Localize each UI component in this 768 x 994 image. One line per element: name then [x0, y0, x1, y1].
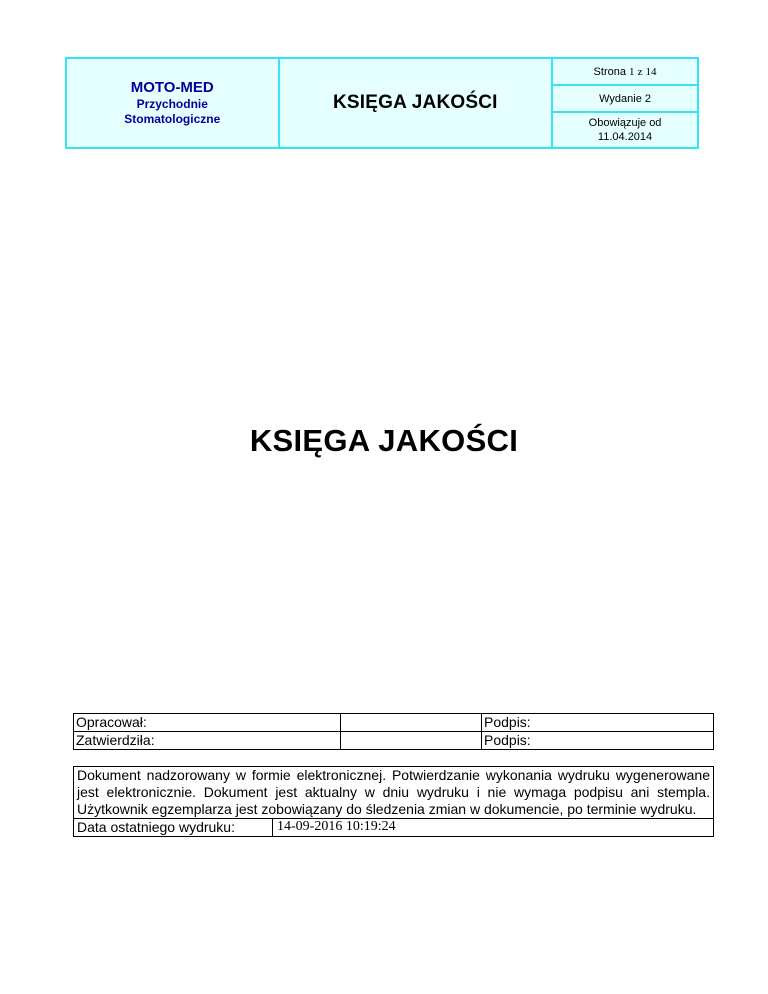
prepared-signature-label: Podpis: [482, 714, 714, 732]
signature-table [73, 713, 714, 750]
last-print-date: 14-09-2016 10:19:24 [277, 819, 396, 834]
header-title-cell [279, 58, 553, 148]
approved-signature-label: Podpis: [482, 732, 714, 750]
edition: Wydanie 2 [599, 92, 651, 105]
effective-date: 11.04.2014 [597, 131, 653, 143]
document-notice-box [73, 766, 714, 837]
company-subtitle-line2: Stomatologiczne [124, 112, 221, 126]
document-notice-text: Dokument nadzorowany w formie elektronicznej. Potwierdzanie wykonania wydruku wygenerowane jest elektronicznie. Dokument jest aktualny w dniu wydruku i nie wymaga podpisu ani stempla. Użytkownik egzemplarza jest zobowiązany do śledzenia zmian w dokumencie, po terminie wydruku. [77, 767, 710, 817]
company-cell [66, 58, 279, 148]
last-print-label: Data ostatniego wydruku: [74, 819, 273, 836]
prepared-by-label: Opracował: [74, 714, 341, 732]
signature-row-prepared [74, 714, 714, 732]
page-current: 1 [629, 65, 635, 78]
header-title: KSIĘGA JAKOŚCI [332, 92, 498, 113]
edition-cell [552, 85, 698, 112]
approved-by-label: Zatwierdziła: [74, 732, 341, 750]
company-subtitle-line1: Przychodnie [136, 97, 208, 111]
prepared-by-name [341, 714, 482, 732]
effective-label: Obowiązuje od [588, 117, 662, 129]
page-label: Strona [593, 65, 626, 78]
main-title: KSIĘGA JAKOŚCI [249, 423, 519, 458]
document-header [65, 57, 699, 149]
page-number-cell [552, 58, 698, 85]
effective-cell [552, 112, 698, 148]
company-name: MOTO-MED [130, 79, 214, 96]
page-of: z [637, 65, 643, 78]
page-total: 14 [645, 65, 657, 78]
last-print-row [74, 818, 713, 836]
approved-by-name [341, 732, 482, 750]
signature-row-approved [74, 732, 714, 750]
